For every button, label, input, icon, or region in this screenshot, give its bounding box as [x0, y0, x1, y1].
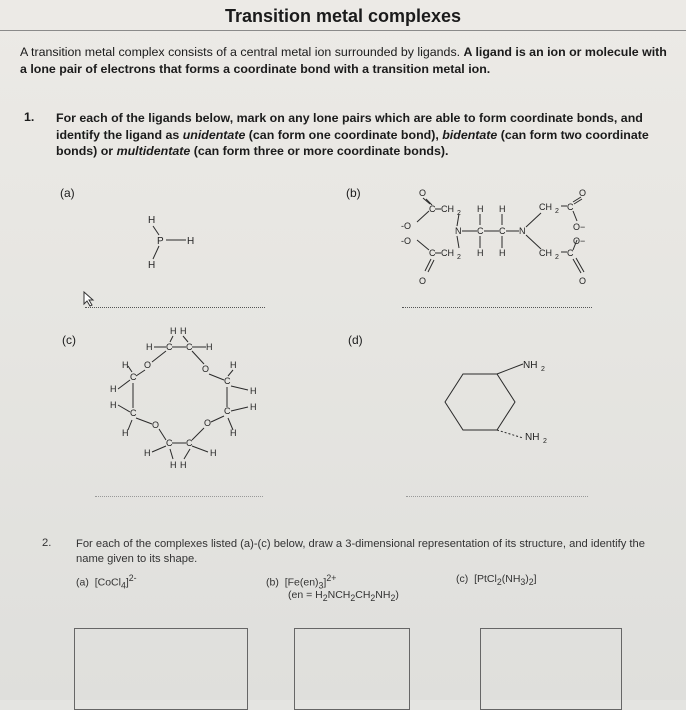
answer-line-c[interactable] — [95, 496, 263, 497]
svg-text:C: C — [224, 406, 231, 416]
svg-text:O: O — [579, 188, 587, 198]
svg-text:H: H — [180, 460, 187, 470]
answer-box-b[interactable] — [294, 628, 410, 710]
svg-text:H: H — [210, 448, 217, 458]
ligand-a-label: (a) — [60, 186, 75, 200]
en-definition: $(en = H_2NCH_2CH_2NH_2)$ — [288, 589, 399, 604]
svg-text:H: H — [250, 402, 257, 412]
svg-text:C: C — [166, 438, 173, 448]
svg-text:H: H — [180, 326, 187, 336]
svg-text:NH: NH — [523, 360, 538, 371]
svg-text:H: H — [230, 428, 237, 438]
svg-text:O: O — [152, 420, 160, 430]
complex-c-label: (c) $[PtCl_2(NH_3)_2]$ — [456, 573, 537, 588]
svg-text:H: H — [499, 204, 506, 214]
svg-text:CH: CH — [441, 248, 454, 258]
svg-text:H: H — [110, 400, 117, 410]
svg-text:C: C — [166, 342, 173, 352]
answer-line-b[interactable] — [402, 307, 592, 308]
answer-box-c[interactable] — [480, 628, 622, 710]
svg-text:H: H — [187, 236, 195, 247]
svg-text:C: C — [224, 376, 231, 386]
answer-box-a[interactable] — [74, 628, 248, 710]
svg-text:H: H — [170, 460, 177, 470]
svg-text:C: C — [477, 226, 484, 236]
answer-line-d[interactable] — [406, 496, 588, 497]
svg-text:H: H — [144, 448, 151, 458]
question-2-text: For each of the complexes listed (a)-(c) below, draw a 3-dimensional representation of its structure, and identify the name given to its shape. — [76, 538, 645, 565]
question-1-number: 1. — [24, 110, 35, 124]
svg-text:C: C — [429, 204, 436, 214]
svg-text:C: C — [567, 202, 574, 212]
svg-text:H: H — [110, 384, 117, 394]
ligand-d-structure — [425, 350, 565, 450]
svg-text:N: N — [519, 226, 526, 236]
mouse-cursor-icon — [82, 290, 100, 308]
intro-paragraph — [20, 44, 670, 77]
svg-text:H: H — [148, 215, 156, 226]
svg-text:NH: NH — [525, 432, 540, 443]
complex-a-label: (a) [CoCl$_4$]$^{2-}$ — [76, 573, 137, 591]
svg-text:2: 2 — [555, 254, 559, 261]
svg-text:C: C — [567, 248, 574, 258]
ligand-b-label: (b) — [346, 186, 361, 200]
intro-sentence-2: A ligand is an ion or molecule with a lone pair of electrons that forms a coordinate bond with a transition metal ion. — [20, 45, 667, 76]
svg-text:O: O — [204, 418, 212, 428]
question-1-text: For each of the ligands below, mark on any lone pairs which are able to form coordinate bonds, and identify the ligand as unidentate (can form one coordinate bond), bidentate (can form two coordinate bonds) or multidentate (can form three or more coordinate bonds). — [56, 111, 649, 158]
ligand-d-label: (d) — [348, 333, 363, 347]
svg-text:2: 2 — [541, 366, 545, 373]
svg-text:H: H — [170, 326, 177, 336]
complex-b-label: (b) $[Fe(en)_3]^{2+}$ — [266, 573, 337, 591]
svg-text:CH: CH — [539, 202, 552, 212]
svg-text:-O: -O — [401, 221, 411, 231]
svg-text:C: C — [429, 248, 436, 258]
svg-text:H: H — [477, 248, 484, 258]
svg-text:H: H — [122, 428, 129, 438]
svg-text:C: C — [499, 226, 506, 236]
svg-text:O: O — [419, 276, 427, 286]
svg-text:C: C — [130, 408, 137, 418]
svg-text:C: C — [186, 438, 193, 448]
answer-line-a[interactable] — [85, 307, 265, 308]
svg-text:2: 2 — [555, 208, 559, 215]
svg-text:CH: CH — [441, 204, 454, 214]
svg-text:H: H — [122, 360, 129, 370]
svg-text:P: P — [157, 236, 164, 247]
svg-text:-O: -O — [401, 236, 411, 246]
svg-text:2: 2 — [543, 438, 547, 445]
ligand-a-structure — [135, 210, 215, 270]
svg-text:H: H — [206, 342, 213, 352]
ligand-c-structure — [100, 322, 280, 477]
svg-text:O: O — [144, 360, 152, 370]
svg-text:2: 2 — [457, 210, 461, 217]
svg-text:H: H — [250, 386, 257, 396]
svg-text:O−: O− — [573, 222, 586, 232]
svg-text:CH: CH — [539, 248, 552, 258]
page-title: Transition metal complexes — [224, 6, 462, 26]
svg-text:C: C — [130, 372, 137, 382]
svg-text:H: H — [148, 260, 156, 270]
intro-sentence-1: A transition metal complex consists of a central metal ion surrounded by ligands. — [20, 45, 461, 59]
svg-text:C: C — [186, 342, 193, 352]
svg-text:H: H — [499, 248, 506, 258]
svg-text:N: N — [455, 226, 462, 236]
question-2-number: 2. — [42, 537, 52, 549]
svg-text:H: H — [477, 204, 484, 214]
svg-text:H: H — [146, 342, 153, 352]
ligand-c-label: (c) — [62, 333, 76, 347]
title-divider — [0, 30, 686, 31]
svg-text:2: 2 — [457, 254, 461, 261]
svg-text:O: O — [202, 364, 210, 374]
svg-text:O: O — [579, 276, 587, 286]
ligand-b-structure — [395, 184, 615, 290]
svg-text:O−: O− — [573, 236, 586, 246]
svg-text:H: H — [230, 360, 237, 370]
svg-text:O: O — [419, 188, 427, 198]
